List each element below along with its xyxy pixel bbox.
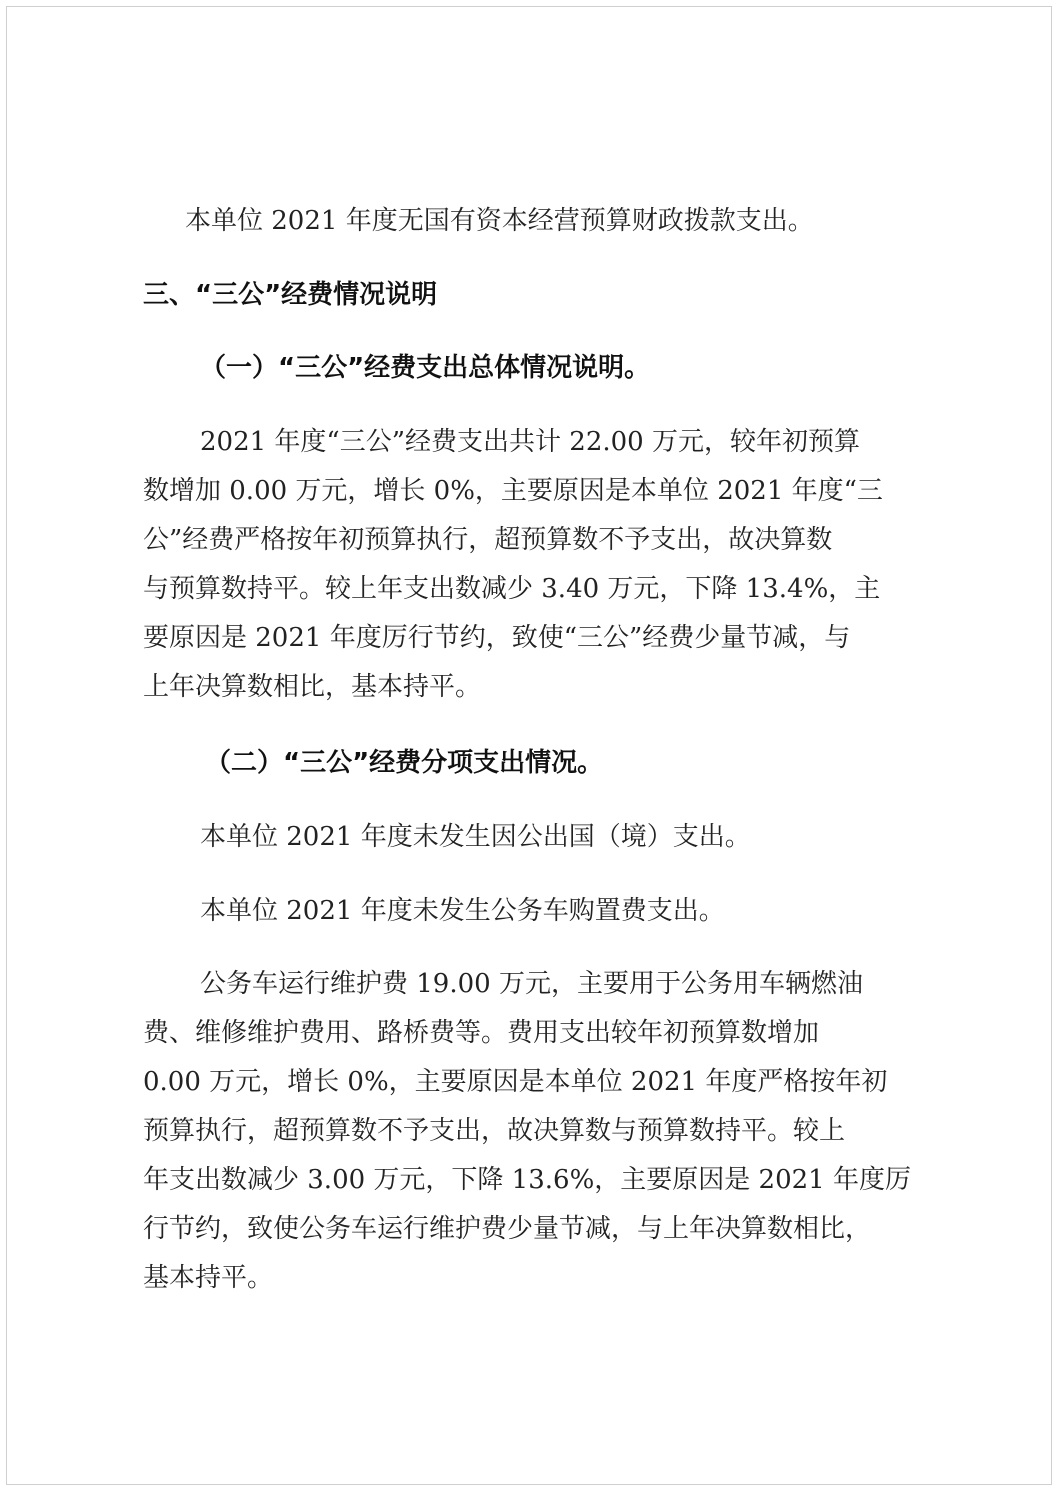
paragraph-state-capital: 本单位 2021 年度无国有资本经营预算财政拨款支出。: [185, 206, 814, 236]
paragraph-line: 费、维修维护费用、路桥费等。费用支出较年初预算数增加: [143, 1018, 820, 1048]
paragraph-line: 预算执行，超预算数不予支出，故决算数与预算数持平。较上: [143, 1116, 846, 1146]
subsection-heading-overall: （一）“三公”经费支出总体情况说明。: [200, 353, 651, 383]
paragraph-line: 数增加 0.00 万元，增长 0%，主要原因是本单位 2021 年度“三: [143, 476, 883, 506]
paragraph-line: 基本持平。: [143, 1263, 274, 1293]
paragraph-line: 要原因是 2021 年度厉行节约，致使“三公”经费少量节减，与: [143, 623, 851, 653]
paragraph-line: 与预算数持平。较上年支出数减少 3.40 万元，下降 13.4%，主: [143, 574, 881, 604]
paragraph-line: 0.00 万元，增长 0%，主要原因是本单位 2021 年度严格按年初: [143, 1067, 888, 1097]
paragraph-line: 公”经费严格按年初预算执行，超预算数不予支出，故决算数: [143, 525, 833, 555]
paragraph-line: 公务车运行维护费 19.00 万元，主要用于公务用车辆燃油: [200, 969, 863, 999]
paragraph-line: 上年决算数相比，基本持平。: [143, 672, 482, 702]
paragraph-vehicle-purchase: 本单位 2021 年度未发生公务车购置费支出。: [200, 896, 725, 926]
paragraph-line: 行节约，致使公务车运行维护费少量节减，与上年决算数相比，: [143, 1214, 872, 1244]
paragraph-overall: [143, 418, 883, 712]
paragraph-line: 2021 年度“三公”经费支出共计 22.00 万元，较年初预算: [200, 427, 860, 457]
paragraph-abroad: 本单位 2021 年度未发生因公出国（境）支出。: [200, 822, 751, 852]
section-heading-three: 三、“三公”经费情况说明: [143, 280, 438, 310]
paragraph-vehicle-operations: [143, 960, 911, 1303]
subsection-heading-itemized: （二）“三公”经费分项支出情况。: [205, 748, 604, 778]
paragraph-line: 年支出数减少 3.00 万元，下降 13.6%，主要原因是 2021 年度厉: [143, 1165, 911, 1195]
